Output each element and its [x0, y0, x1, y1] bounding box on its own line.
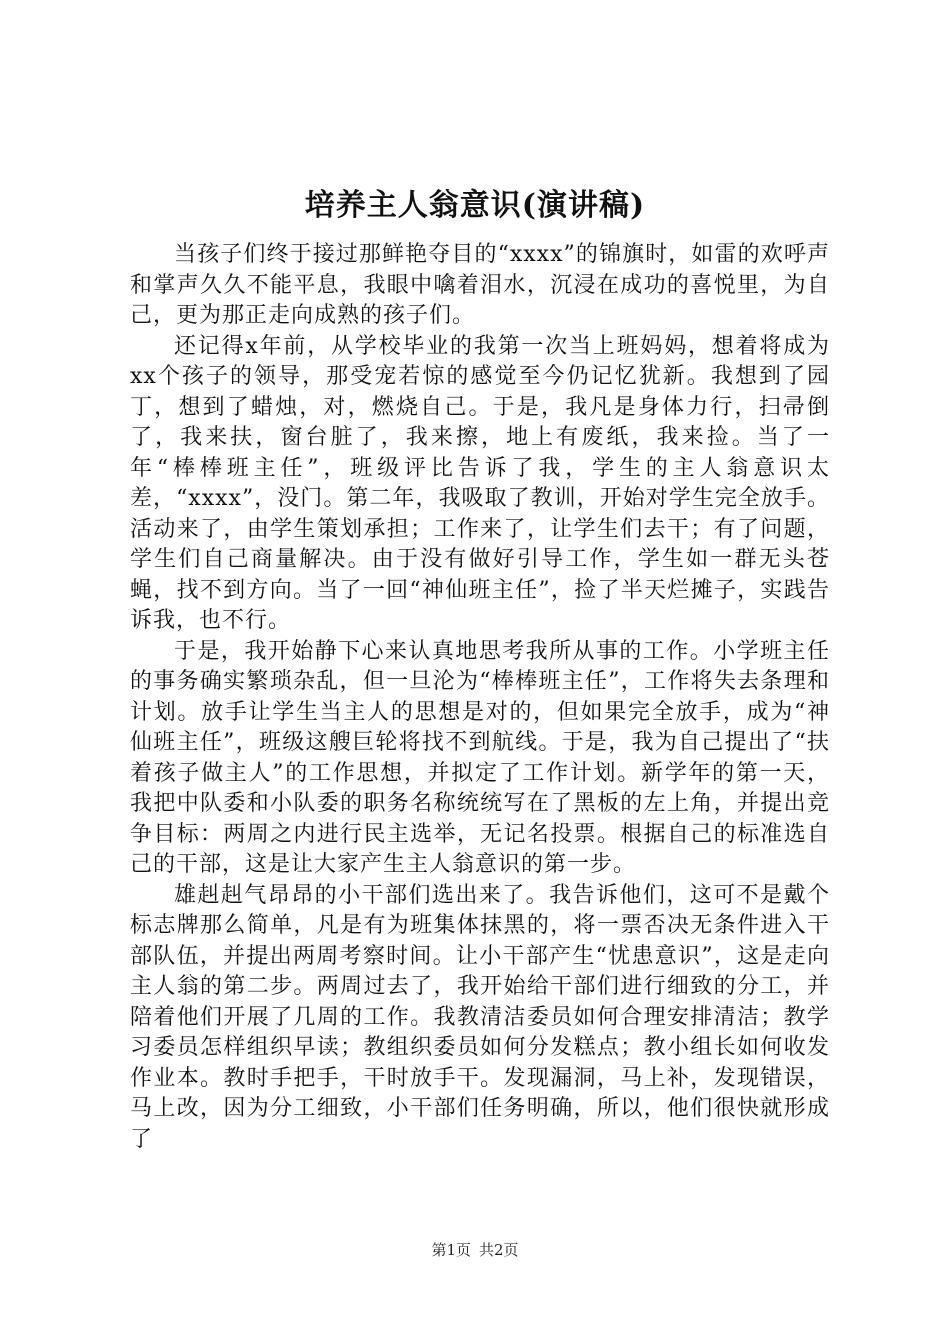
document-body	[130, 240, 830, 1155]
document-title: 培养主人翁意识(演讲稿)	[304, 188, 646, 223]
page-footer	[0, 1240, 950, 1260]
paragraph: 当孩子们终于接过那鲜艳夺目的“xxxx”的锦旗时，如雷的欢呼声和掌声久久不能平息，我眼中噙着泪水，沉浸在成功的喜悦里，为自己，更为那正走向成熟的孩子们。	[130, 242, 830, 328]
paragraph: 雄赳赳气昂昂的小干部们选出来了。我告诉他们，这可不是戴个标志牌那么简单，凡是有为班集体抹黑的，将一票否决无条件进入干部队伍，并提出两周考察时间。让小干部产生“忧患意识”，这是走向主人翁的第二步。两周过去了，我开始给干部们进行细致的分工，并陪着他们开展了几周的工作。我教清洁委员如何合理安排清洁；教学习委员怎样组织早读；教组织委员如何分发糕点；教小组长如何收发作业本。教时手把手，干时放手干。发现漏洞，马上补，发现错误，马上改，因为分工细致，小干部们任务明确，所以，他们很快就形成了	[130, 882, 830, 1152]
paragraph: 还记得x年前，从学校毕业的我第一次当上班妈妈，想着将成为xx个孩子的领导，那受宠若惊的感觉至今仍记忆犹新。我想到了园丁，想到了蜡烛，对，燃烧自己。于是，我凡是身体力行，扫帚倒了，我来扶，窗台脏了，我来擦，地上有废纸，我来捡。当了一年“棒棒班主任”，班级评比告诉了我，学生的主人翁意识太差，“xxxx”，没门。第二年，我吸取了教训，开始对学生完全放手。活动来了，由学生策划承担；工作来了，让学生们去干；有了问题，学生们自己商量解决。由于没有做好引导工作，学生如一群无头苍蝇，找不到方向。当了一回“神仙班主任”，捡了半天烂摊子，实践告诉我，也不行。	[130, 333, 830, 633]
page-number-total: 共2页	[479, 1241, 519, 1259]
page-number-current: 第1页	[431, 1241, 471, 1259]
paragraph: 于是，我开始静下心来认真地思考我所从事的工作。小学班主任的事务确实繁琐杂乱，但一旦沦为“棒棒班主任”，工作将失去条理和计划。放手让学生当主人的思想是对的，但如果完全放手，成为“神仙班主任”，班级这艘巨轮将找不到航线。于是，我为自己提出了“扶着孩子做主人”的工作思想，并拟定了工作计划。新学年的第一天，我把中队委和小队委的职务名称统统写在了黑板的左上角，并提出竞争目标：两周之内进行民主选举，无记名投票。根据自己的标准选自己的干部，这是让大家产生主人翁意识的第一步。	[130, 638, 830, 877]
